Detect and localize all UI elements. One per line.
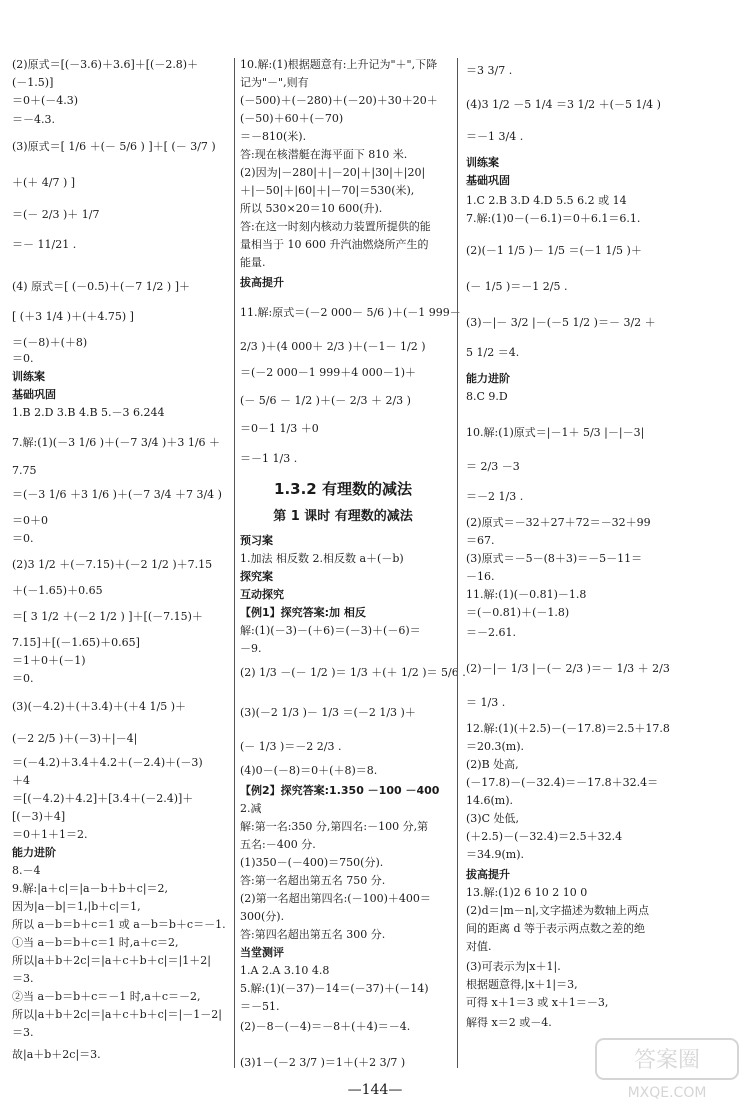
- answer-line: (3)1－(－2 3/7 )＝1＋(＋2 3/7 ): [240, 1056, 406, 1069]
- answer-line: ＝(－0.81)＋(－1.8): [466, 606, 570, 619]
- section-heading: 能力进阶: [12, 846, 56, 859]
- answer-line: (2)(－1 1/5 )－ 1/5 ＝(－1 1/5 )＋: [466, 244, 642, 257]
- answer-line: 能量.: [240, 256, 266, 269]
- answer-line: 故|a＋b＋2c|＝3.: [12, 1048, 101, 1061]
- answer-line: ＋(＋ 4/7 ) ]: [12, 176, 76, 189]
- answer-line: 答:现在核潜艇在海平面下 810 米.: [240, 148, 408, 161]
- answer-line: ＝(－8)＋(＋8): [12, 336, 88, 349]
- answer-line: 解:(1)(－3)－(＋6)＝(－3)＋(－6)＝: [240, 624, 421, 637]
- answer-line: (＋2.5)－(－32.4)＝2.5＋32.4: [466, 830, 623, 843]
- answer-line: ＝0＋(－4.3): [12, 94, 79, 107]
- answer-line: 所以|a＋b＋2c|＝|a＋c＋b＋c|＝|－1－2|: [12, 1008, 222, 1021]
- answer-line: (2)第一名超出第四名:(－100)＋400＝: [240, 892, 431, 905]
- answer-line: 1.C 2.B 3.D 4.D 5.5 6.2 或 14: [466, 194, 627, 207]
- answer-line: 答:在这一时刻内核动力装置所提供的能: [240, 220, 431, 233]
- answer-line: ＝－810(米).: [240, 130, 307, 143]
- answer-line: (3)－|－ 3/2 |－(－5 1/2 )＝－ 3/2 ＋: [466, 316, 656, 329]
- section-heading: 探究案: [240, 570, 273, 583]
- column-divider: [457, 58, 458, 1068]
- answer-line: 7.15]＋[(－1.65)＋0.65]: [12, 636, 140, 649]
- answer-line: (－2 2/5 )＋(－3)＋|－4|: [12, 732, 138, 745]
- svg-text:答案圈: 答案圈: [633, 1048, 701, 1073]
- answer-line: 8.C 9.D: [466, 390, 508, 403]
- answer-line: 答:第四名超出第五名 300 分.: [240, 928, 386, 941]
- answer-line: (3)原式＝[ 1/6 ＋(－ 5/6 ) ]＋[ (－ 3/7 ): [12, 140, 216, 153]
- section-heading: 【例2】探究答案:1.350 －100 －400: [240, 784, 440, 797]
- answer-line: ＝20.3(m).: [466, 740, 525, 753]
- answer-line: 7.解:(1)(－3 1/6 )＋(－7 3/4 )＋3 1/6 ＋: [12, 436, 221, 449]
- answer-line: (2)－8－(－4)＝－8＋(＋4)＝－4.: [240, 1020, 411, 1033]
- answer-line: 1.A 2.A 3.10 4.8: [240, 964, 330, 977]
- answer-line: ＝－2.61.: [466, 626, 516, 639]
- answer-line: (3)原式＝－5－(8＋3)＝－5－11＝: [466, 552, 643, 565]
- answer-line: (2)因为|－280|＋|－20|＋|30|＋|20|: [240, 166, 426, 179]
- answer-line: ＝(－3 1/6 ＋3 1/6 )＋(－7 3/4 ＋7 3/4 ): [12, 488, 222, 501]
- section-heading: 【例1】探究答案:加 相反: [240, 606, 366, 619]
- section-heading: 基础巩固: [12, 388, 56, 401]
- section-heading: 训练案: [466, 156, 499, 169]
- answer-line: ＝3.: [12, 1026, 34, 1039]
- answer-line: ＝(－4.2)＋3.4＋4.2＋(－2.4)＋(－3): [12, 756, 203, 769]
- answer-line: 5.解:(1)(－37)－14＝(－37)＋(－14): [240, 982, 429, 995]
- answer-line: (3)C 处低,: [466, 812, 519, 825]
- page-number: —144—: [347, 1082, 403, 1098]
- watermark-logo: [592, 1033, 742, 1103]
- section-heading: 基础巩固: [466, 174, 510, 187]
- answer-line: 根据题意得,|x＋1|＝3,: [466, 978, 578, 991]
- answer-line: ＝3 3/7 .: [466, 64, 513, 77]
- answer-line: 可得 x＋1＝3 或 x＋1＝－3,: [466, 996, 609, 1009]
- answer-line: 量相当于 10 600 升汽油燃烧所产生的: [240, 238, 429, 251]
- answer-line: (－ 1/3 )＝－2 2/3 .: [240, 740, 342, 753]
- answer-line: ＝0.: [12, 672, 34, 685]
- answer-line: (－500)＋(－280)＋(－20)＋30＋20＋: [240, 94, 438, 107]
- answer-line: (2)3 1/2 ＋(－7.15)＋(－2 1/2 )＋7.15: [12, 558, 213, 571]
- answer-line: 解得 x＝2 或－4.: [466, 1016, 552, 1029]
- answer-line: 记为"－",则有: [240, 76, 309, 89]
- answer-line: 对值.: [466, 940, 492, 953]
- answer-line: (1)350－(－400)＝750(分).: [240, 856, 384, 869]
- answer-line: 解:第一名:350 分,第四名:－100 分,第: [240, 820, 429, 833]
- answer-line: 1.加法 相反数 2.相反数 a＋(－b): [240, 552, 404, 565]
- answer-line: ＝[(－4.2)＋4.2]＋[3.4＋(－2.4)]＋: [12, 792, 194, 805]
- section-heading: 拔高提升: [466, 868, 510, 881]
- answer-line: ＝(－2 000－1 999＋4 000－1)＋: [240, 366, 417, 379]
- answer-line: ＝－2 1/3 .: [466, 490, 524, 503]
- answer-line: 所以|a＋b＋2c|＝|a＋c＋b＋c|＝|1＋2|: [12, 954, 211, 967]
- answer-line: ＋(－1.65)＋0.65: [12, 584, 103, 597]
- answer-line: 答:第一名超出第五名 750 分.: [240, 874, 386, 887]
- answer-line: ＝(－ 2/3 )＋ 1/7: [12, 208, 100, 221]
- answer-line: ＝－1 1/3 .: [240, 452, 298, 465]
- answer-line: ＝－1 3/4 .: [466, 130, 524, 143]
- column-divider: [234, 58, 235, 1068]
- answer-line: (3)可表示为|x＋1|.: [466, 960, 561, 973]
- answer-line: 13.解:(1)2 6 10 2 10 0: [466, 886, 588, 899]
- answer-line: (2)－|－ 1/3 |－(－ 2/3 )＝－ 1/3 ＋ 2/3: [466, 662, 670, 675]
- answer-line: 2/3 )＋(4 000＋ 2/3 )＋(－1－ 1/2 ): [240, 340, 426, 353]
- answer-line: ＝0＋1＋1＝2.: [12, 828, 88, 841]
- answer-line: ＝0＋0: [12, 514, 48, 527]
- answer-line: ＝[ 3 1/2 ＋(－2 1/2 ) ]＋[(－7.15)＋: [12, 610, 203, 623]
- answer-line: (－ 5/6 － 1/2 )＋(－ 2/3 ＋ 2/3 ): [240, 394, 411, 407]
- answer-line: (4)3 1/2 －5 1/4 ＝3 1/2 ＋(－5 1/4 ): [466, 98, 661, 111]
- answer-line: 9.解:|a＋c|＝|a－b＋b＋c|＝2,: [12, 882, 169, 895]
- answer-line: ＝0.: [12, 532, 34, 545]
- answer-line: 11.解:原式＝(－2 000－ 5/6 )＋(－1 999－: [240, 306, 461, 319]
- answer-line: (3)(－4.2)＋(＋3.4)＋(＋4 1/5 )＋: [12, 700, 187, 713]
- answer-line: ＋|－50|＋|60|＋|－70|＝530(米),: [240, 184, 415, 197]
- answer-line: ①当 a－b＝b＋c＝1 时,a＋c＝2,: [12, 936, 179, 949]
- answer-line: ＋4: [12, 774, 30, 787]
- svg-text:MXQE.COM: MXQE.COM: [627, 1085, 707, 1101]
- answer-line: (2)原式＝－32＋27＋72＝－32＋99: [466, 516, 651, 529]
- answer-line: ＝－51.: [240, 1000, 280, 1013]
- answer-line: ＝ 2/3 －3: [466, 460, 520, 473]
- lesson-title: 1.3.2 有理数的减法: [274, 480, 412, 498]
- answer-line: (2)原式＝[(－3.6)＋3.6]＋[(－2.8)＋: [12, 58, 199, 71]
- answer-line: ②当 a－b＝b＋c＝－1 时,a＋c＝－2,: [12, 990, 201, 1003]
- answer-line: 所以 530×20＝10 600(升).: [240, 202, 383, 215]
- answer-line: [ (＋3 1/4 )＋(＋4.75) ]: [12, 310, 134, 323]
- answer-line: (2) 1/3 －(－ 1/2 )＝ 1/3 ＋(＋ 1/2 )＝ 5/6 .: [240, 666, 466, 679]
- answer-line: (4)0－(－8)＝0＋(＋8)＝8.: [240, 764, 378, 777]
- answer-line: 间的距离 d 等于表示两点数之差的绝: [466, 922, 646, 935]
- answer-line: 所以 a－b＝b＋c＝1 或 a－b＝b＋c＝－1.: [12, 918, 226, 931]
- answer-line: (2)B 处高,: [466, 758, 519, 771]
- answer-line: 2.减: [240, 802, 262, 815]
- answer-line: ＝34.9(m).: [466, 848, 525, 861]
- answer-line: (4) 原式＝[ (－0.5)＋(－7 1/2 ) ]＋: [12, 280, 191, 293]
- answer-line: ＝67.: [466, 534, 495, 547]
- answer-line: 300(分).: [240, 910, 285, 923]
- answer-line: ＝－4.3.: [12, 113, 55, 126]
- answer-line: ＝－ 11/21 .: [12, 238, 77, 251]
- answer-line: 14.6(m).: [466, 794, 514, 807]
- section-heading: 能力进阶: [466, 372, 510, 385]
- answer-line: (3)(－2 1/3 )－ 1/3 ＝(－2 1/3 )＋: [240, 706, 416, 719]
- answer-line: (－17.8)－(－32.4)＝－17.8＋32.4＝: [466, 776, 659, 789]
- answer-line: (2)d＝|m－n|,文字描述为数轴上两点: [466, 904, 650, 917]
- section-heading: 预习案: [240, 534, 273, 547]
- answer-line: (－ 1/5 )＝－1 2/5 .: [466, 280, 568, 293]
- section-heading: 拔高提升: [240, 276, 284, 289]
- answer-line: (－1.5)]: [12, 76, 54, 89]
- section-heading: 训练案: [12, 370, 45, 383]
- answer-line: 7.75: [12, 464, 37, 477]
- lesson-title: 第 1 课时 有理数的减法: [273, 509, 413, 524]
- answer-line: [(－3)＋4]: [12, 810, 66, 823]
- answer-line: 12.解:(1)(＋2.5)－(－17.8)＝2.5＋17.8: [466, 722, 670, 735]
- answer-line: －16.: [466, 570, 495, 583]
- answer-line: 因为|a－b|＝1,|b＋c|＝1,: [12, 900, 141, 913]
- answer-line: 10.解:(1)根据题意有:上升记为"＋",下降: [240, 58, 438, 71]
- answer-line: 1.B 2.D 3.B 4.B 5.－3 6.244: [12, 406, 165, 419]
- answer-line: ＝ 1/3 .: [466, 696, 506, 709]
- answer-line: ＝3.: [12, 972, 34, 985]
- answer-line: 五名:－400 分.: [240, 838, 316, 851]
- answer-line: (－50)＋60＋(－70): [240, 112, 344, 125]
- answer-line: ＝1＋0＋(－1): [12, 654, 86, 667]
- answer-line: 11.解:(1)(－0.81)－1.8: [466, 588, 587, 601]
- answer-line: 5 1/2 ＝4.: [466, 346, 520, 359]
- answer-line: 8.－4: [12, 864, 41, 877]
- section-heading: 互动探究: [240, 588, 284, 601]
- answer-line: －9.: [240, 642, 262, 655]
- answer-line: ＝0－1 1/3 ＋0: [240, 422, 319, 435]
- answer-line: 10.解:(1)原式＝|－1＋ 5/3 |－|－3|: [466, 426, 645, 439]
- section-heading: 当堂测评: [240, 946, 284, 959]
- answer-line: 7.解:(1)0－(－6.1)＝0＋6.1＝6.1.: [466, 212, 641, 225]
- answer-line: ＝0.: [12, 352, 34, 365]
